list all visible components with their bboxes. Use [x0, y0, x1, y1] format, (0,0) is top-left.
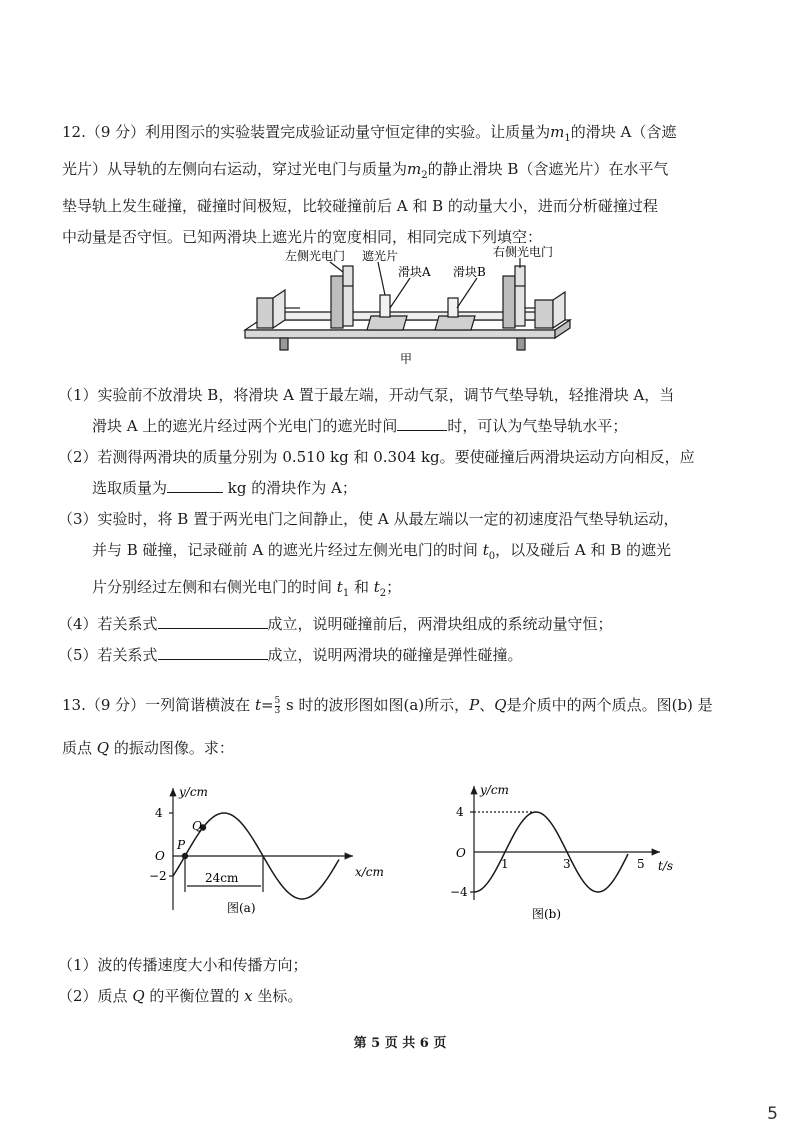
- q12-stem-line-3: 垫导轨上发生碰撞，碰撞时间极短，比较碰撞前后 A 和 B 的动量大小，进而分析碰撞过程: [62, 197, 658, 215]
- q12-part-3-line-2: 并与 B 碰撞，记录碰前 A 的遮光片经过左侧光电门的时间 $t_0$，以及碰后 A 和 B 的遮光: [92, 541, 672, 562]
- graph-a-label-p: P: [177, 838, 186, 852]
- label-right-gate: 右侧光电门: [493, 245, 554, 259]
- graph-b-tick-5: 5: [637, 857, 645, 871]
- q12-part-1-line-1: （1）实验前不放滑块 B，将滑块 A 置于最左端，开动气泵，调节气垫导轨，轻推滑块 A，当: [58, 386, 675, 404]
- q12-part-3-line-1: （3）实验时，将 B 置于两光电门之间静止，使 A 从最左端以一定的初速度沿气垫导轨运动，: [58, 510, 679, 528]
- label-shade: 遮光片: [362, 249, 399, 263]
- graph-b-x-label: t/s: [658, 859, 674, 873]
- graph-b-tick-4: 4: [456, 805, 464, 819]
- label-left-gate: 左侧光电门: [285, 249, 346, 263]
- figure-caption-jia: 甲: [400, 352, 413, 366]
- q13-part-1: （1）波的传播速度大小和传播方向；: [58, 956, 308, 974]
- graph-b-tick-3: 3: [563, 857, 571, 871]
- answer-blank[interactable]: [158, 614, 268, 629]
- graph-a-waveform: [135, 780, 395, 930]
- graph-b-caption: 图(b): [532, 907, 562, 921]
- q12-stem-line-1: 12.（9 分）利用图示的实验装置完成验证动量守恒定律的实验。让质量为$m_1$的滑块 A（含遮: [62, 123, 677, 144]
- q12-stem-line-4: 中动量是否守恒。已知两滑块上遮光片的宽度相同，相同完成下列填空：: [62, 228, 543, 246]
- page-footer: 第 5 页 共 6 页: [353, 1036, 447, 1051]
- q13-stem-line-1: 13.（9 分）一列简谐横波在 t= $\frac{5}{3}$ s 时的波形图如图(a)所示，P、Q是介质中的两个质点。图(b) 是: [62, 695, 713, 716]
- air-track-apparatus-figure: [235, 238, 580, 368]
- graph-b-tick-1: 1: [501, 857, 509, 871]
- q12-stem: [62, 117, 676, 253]
- label-slider-a: 滑块A: [398, 265, 431, 279]
- graph-a-caption: 图(a): [227, 901, 256, 915]
- q12-part-4: （4）若关系式 成立，说明碰撞前后，两滑块组成的系统动量守恒；: [58, 615, 613, 633]
- graph-a-label-q: Q: [192, 819, 202, 833]
- fraction-five-thirds: $\frac{5}{3}$: [274, 695, 281, 716]
- graph-a-tick-4: 4: [155, 806, 163, 820]
- q12-part-1-line-2: 滑块 A 上的遮光片经过两个光电门的遮光时间 时，可认为气垫导轨水平；: [92, 417, 628, 435]
- q12-parts: [58, 380, 695, 671]
- graph-b-y-label: y/cm: [480, 783, 509, 797]
- q12-stem-line-2: 光片）从导轨的左侧向右运动，穿过光电门与质量为$m_2$的静止滑块 B（含遮光片）在水平气: [62, 160, 669, 181]
- answer-blank[interactable]: [397, 416, 447, 431]
- graph-a-x-label: x/cm: [355, 865, 384, 879]
- graph-a-tick-neg2: −2: [149, 869, 167, 883]
- q12-part-3-line-3: 片分别经过左侧和右侧光电门的时间 $t_1$ 和 $t_2$；: [92, 578, 402, 599]
- graph-a-y-label: y/cm: [179, 785, 208, 799]
- q13-parts: [58, 950, 308, 1012]
- label-slider-b: 滑块B: [453, 265, 486, 279]
- answer-blank[interactable]: [158, 645, 268, 660]
- graph-b-origin: O: [456, 846, 466, 860]
- graph-a-dimension-24cm: 24cm: [205, 871, 239, 885]
- q12-part-2-line-1: （2）若测得两滑块的质量分别为 0.510 kg 和 0.304 kg。要使碰撞后两滑块运动方向相反，应: [58, 448, 695, 466]
- graph-a-point-p: [182, 853, 188, 859]
- q12-part-2-line-2: 选取质量为 kg 的滑块作为 A；: [92, 479, 357, 497]
- graph-b-tick-neg4: −4: [450, 885, 468, 899]
- q12-part-5: （5）若关系式 成立，说明两滑块的碰撞是弹性碰撞。: [58, 646, 523, 664]
- graph-b-vibration: [440, 780, 700, 930]
- graph-a-origin: O: [155, 849, 165, 863]
- q13-part-2: （2）质点 Q 的平衡位置的 x 坐标。: [58, 987, 303, 1005]
- q13-stem-line-2: 质点 Q 的振动图像。求：: [62, 739, 234, 757]
- page-number: 5: [767, 1104, 778, 1124]
- answer-blank[interactable]: [167, 478, 223, 493]
